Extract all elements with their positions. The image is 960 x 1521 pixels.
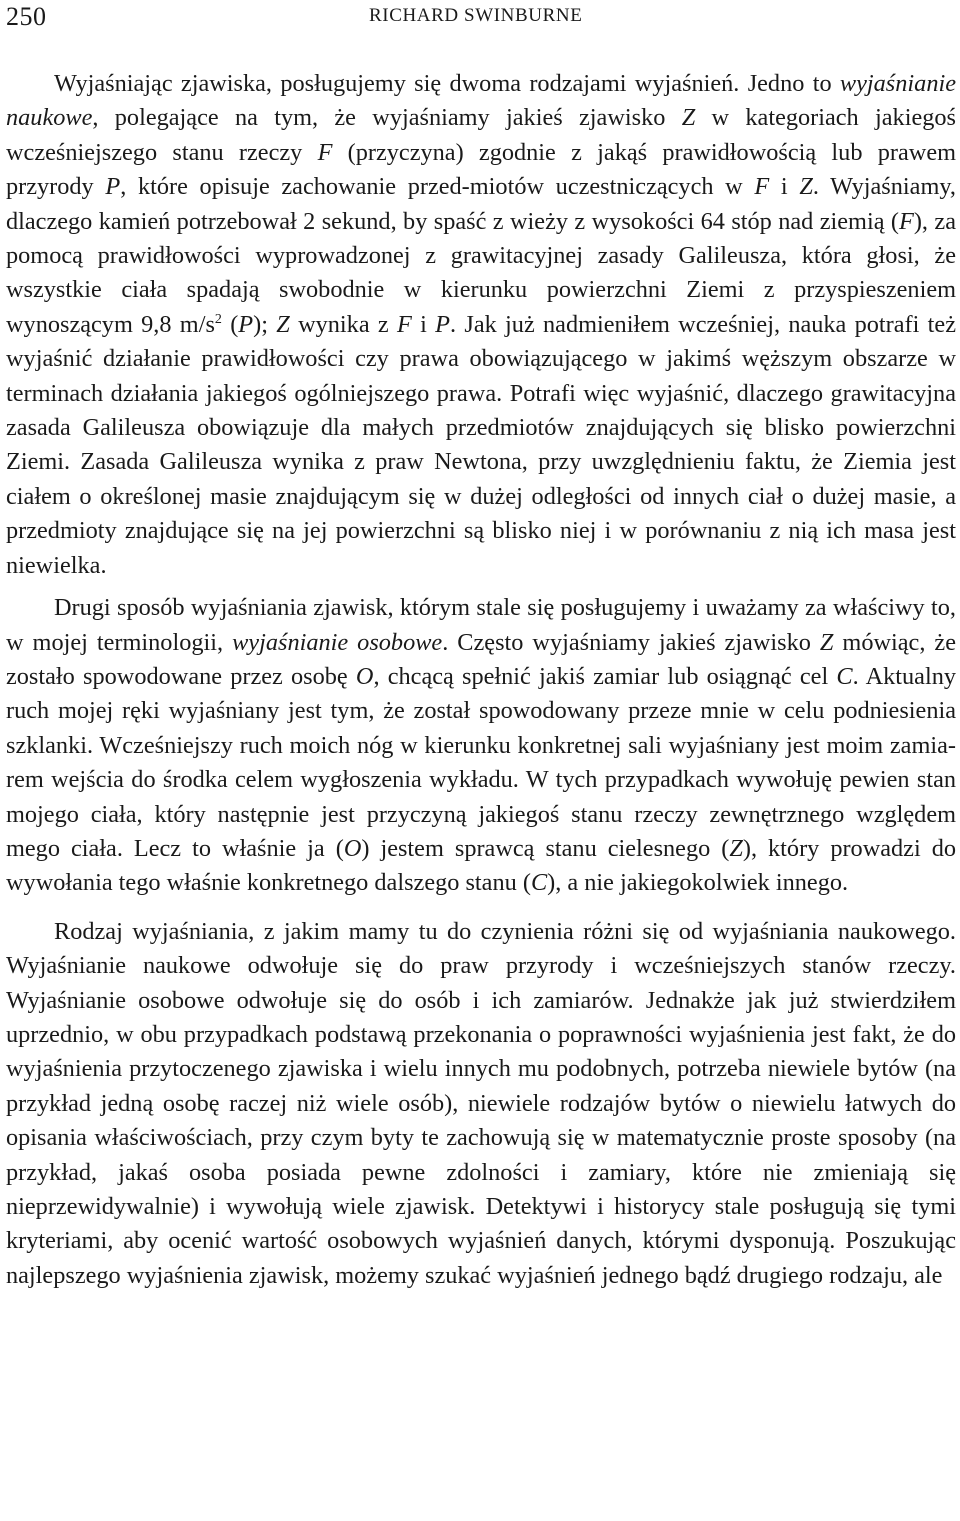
page-header xyxy=(6,0,956,46)
paragraph-personal-explanation: Drugi sposób wyjaśniania zjawisk, którym stale się posługujemy i uważamy za właściwy to, w mojej terminologii, wyjaśnianie osobowe. Często wyjaśniamy jakieś zjawisko Z mówiąc, że zostało spowodowane przez osobę O, chcącą spełnić jakiś zamiar lub osiągnąć cel C. Aktualny ruch mojej ręki wyjaśniany jest tym, że został spowodowany przeze mnie w celu podniesienia szklanki. Wcześniejszy ruch moich nóg w kierunku konkretnej sali wyjaśniany jest moim zamiarem wejścia do środka celem wygłoszenia wykładu. W tych przypadkach wywołuję pewien stan mojego ciała, który następnie jest przyczyną jakiegoś stanu rzeczy zewnętrznego względem mego ciała. Lecz to właśnie ja (O) jestem sprawcą stanu cielesnego (Z), który prowadzi do wywołania tego właśnie konkretnego dalszego stanu (C), a nie jakiegokolwiek innego. xyxy=(6,594,957,897)
paragraph-comparison: Rodzaj wyjaśniania, z jakim mamy tu do czynienia różni się od wyjaśniania naukowego. Wyjaśnianie naukowe odwołuje się do praw przyrody i wcześniejszych stanów rzeczy. Wyjaśnianie osobowe odwołuje się do osób i ich zamiarów. Jednakże jak już stwierdziłem uprzednio, w obu przypadkach podstawą przekonania o poprawności wyjaśnienia jest fakt, że do wyjaśnienia przytoczenego zjawiska i wielu innych mu podobnych, potrzeba niewiele bytów (na przykład jedną osobę raczej niż wiele osób), niewiele rodzajów bytów o niewielu łatwych do opisania właściwościach, przy czym byty te zachowują się w matematycznie proste sposoby (na przykład, jakaś osoba posiada pewne zdolności i zamiary, które nie zmieniają się nieprzewidywalnie) i wywołują wiele zjawisk. Detektywi i historycy stale posługują się tymi kryteriami, aby ocenić wartość osobowych wyjaśnień danych, którymi dysponują. Poszukując najlepszego wyjaśnienia zjawisk, możemy szukać wyjaśnień jednego bądź drugiego rodzaju, ale xyxy=(6,917,956,1289)
superscript-exponent: 2 xyxy=(214,311,222,327)
running-head: RICHARD SWINBURNE xyxy=(369,5,583,26)
paragraph-scientific-explanation: Wyjaśniając zjawiska, posługujemy się dwoma rodzajami wyjaśnień. Jedno to wyjaśnianie naukowe, polegające na tym, że wyjaśniamy jakieś zjawisko Z w kategoriach jakiegoś wcześniejszego stanu rzeczy F (przyczyna) zgodnie z jakąś prawidłowością lub prawem przyrody P, które opisuje zachowanie przed-miotów uczestniczących w F i Z. Wyjaśniamy, dlaczego kamień potrzebował 2 sekund, by spaść z wieży z wysokości 64 stóp nad ziemią (F), za pomocą prawidłowości wyprowadzonej z grawitacyjnej zasady Galileusza, która głosi, że wszystkie ciała spadają swobodnie w kierunku powierzchni Ziemi z przyspieszeniem wynoszącym 9,8 $m/s^2$ (P); Z wynika z F i P. Jak już nadmieniłem wcześniej, nauka potrafi też wyjaśnić działanie prawidłowości czy prawa obowiązującego w jakimś węższym obszarze w terminach działania jakiegoś ogólniejszego prawa. Potrafi więc wyjaśnić, dlaczego grawitacyjna zasada Galileusza obowiązuje dla małych przedmiotów znajdujących się blisko powierzchni Ziemi. Zasada Galileusza wynika z praw Newtona, przy uwzględnieniu faktu, że Ziemia jest ciałem o określonej masie znajdującym się w dużej odległości od innych ciał o dużej masie, a przedmioty znajdujące się na jej powierzchni są blisko niej i w porównaniu z nią ich masa jest niewielka. xyxy=(6,70,956,579)
page-number: 250 xyxy=(6,2,47,31)
book-page xyxy=(6,0,956,1293)
body-text xyxy=(6,67,956,1293)
